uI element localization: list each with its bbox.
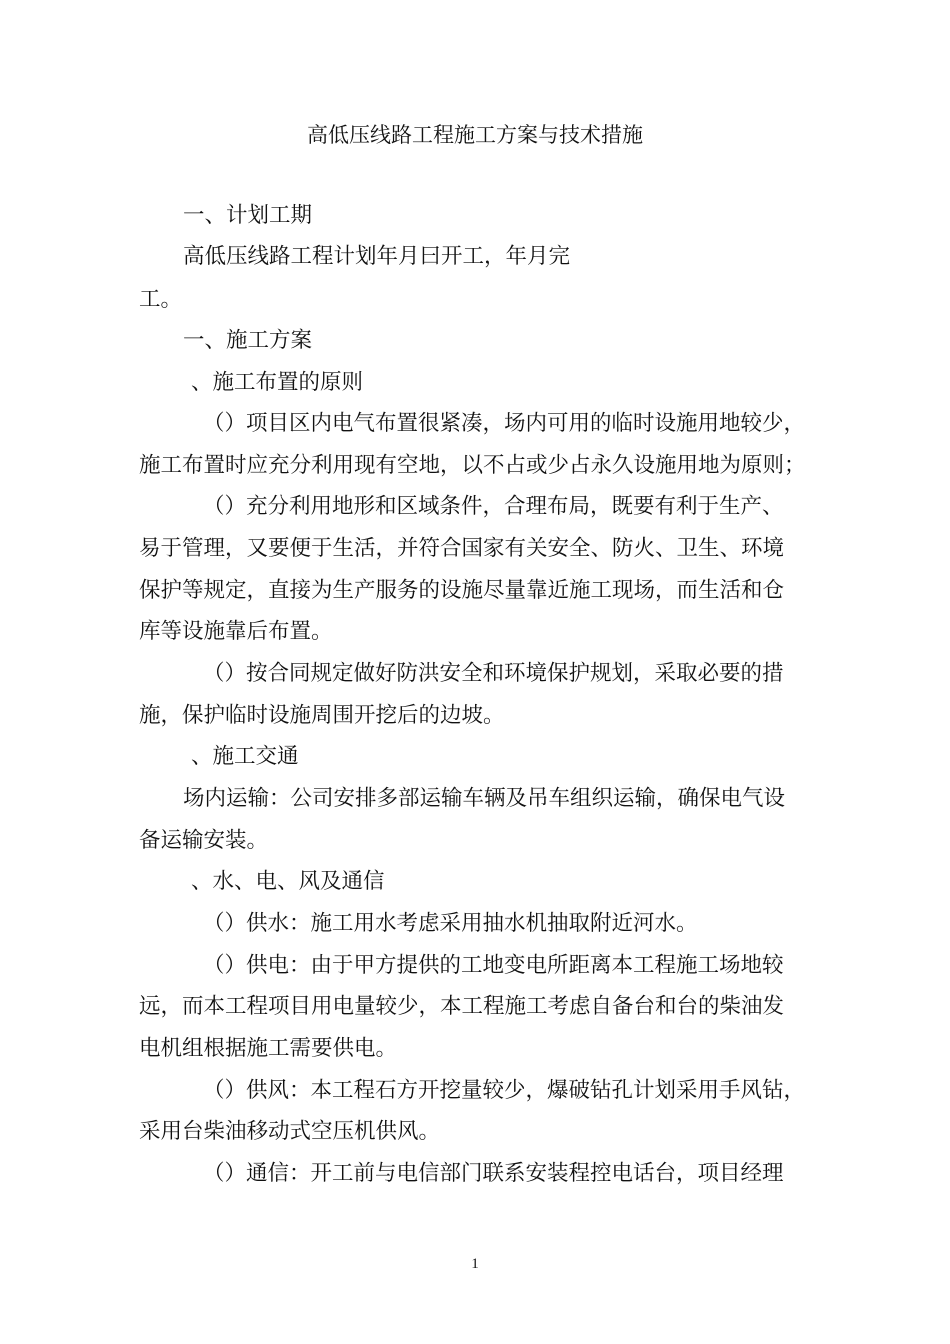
paragraph-line: 场内运输：公司安排多部运输车辆及吊车组织运输，确保电气设 <box>183 786 786 811</box>
paragraph-line: （）供水：施工用水考虑采用抽水机抽取附近河水。 <box>203 911 698 936</box>
paragraph-line: 高低压线路工程计划年月曰开工，年月完 <box>183 244 571 269</box>
paragraph-line: 采用台柴油移动式空压机供风。 <box>139 1119 441 1144</box>
section-heading-plan: 一、施工方案 <box>183 328 313 353</box>
subsection-heading-traffic: 、施工交通 <box>191 744 299 769</box>
page-number: 1 <box>471 1256 479 1272</box>
paragraph-line: 库等设施靠后布置。 <box>139 619 333 644</box>
paragraph-line: 易于管理，又要便于生活，并符合国家有关安全、防火、卫生、环境 <box>139 536 785 561</box>
paragraph-line: 电机组根据施工需要供电。 <box>139 1036 398 1061</box>
paragraph-line: （）充分利用地形和区域条件，合理布局，既要有利于生产、 <box>203 494 784 519</box>
paragraph-line: （）供风：本工程石方开挖量较少，爆破钻孔计划采用手风钻， <box>203 1078 806 1103</box>
paragraph-line: （）项目区内电气布置很紧凑，场内可用的临时设施用地较少， <box>203 411 806 436</box>
paragraph-line: 施工布置时应充分利用现有空地，以不占或少占永久设施用地为原则； <box>139 453 806 478</box>
paragraph-line: 备运输安装。 <box>139 828 269 853</box>
document-title: 高低压线路工程施工方案与技术措施 <box>307 123 643 147</box>
paragraph-line: 远，而本工程项目用电量较少，本工程施工考虑自备台和台的柴油发 <box>139 994 785 1019</box>
section-heading-schedule: 一、计划工期 <box>183 203 313 228</box>
paragraph-line: 施，保护临时设施周围开挖后的边坡。 <box>139 703 505 728</box>
subsection-heading-layout-principles: 、施工布置的原则 <box>191 370 364 395</box>
paragraph-line: （）通信：开工前与电信部门联系安装程控电话台，项目经理 <box>203 1161 784 1186</box>
paragraph-line: （）供电：由于甲方提供的工地变电所距离本工程施工场地较 <box>203 953 784 978</box>
paragraph-line: 保护等规定，直接为生产服务的设施尽量靠近施工现场，而生活和仓 <box>139 578 785 603</box>
subsection-heading-utilities: 、水、电、风及通信 <box>191 869 385 894</box>
paragraph-line: 工。 <box>139 287 183 312</box>
paragraph-line: （）按合同规定做好防洪安全和环境保护规划，采取必要的措 <box>203 661 784 686</box>
